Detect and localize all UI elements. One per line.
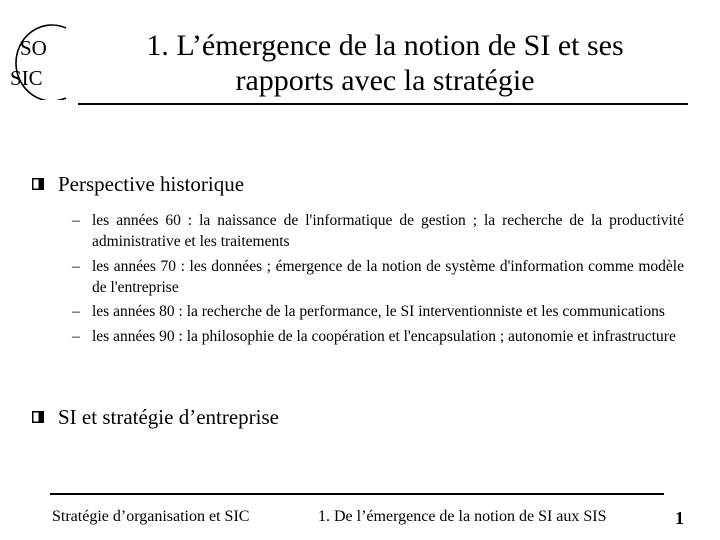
- title-line-2: rapports avec la stratégie: [235, 64, 535, 97]
- list-item: [72, 326, 684, 347]
- bullet-label: Perspective historique: [58, 172, 245, 196]
- square-bullet-icon: [32, 411, 44, 423]
- logo-line-1: SO: [20, 36, 47, 60]
- dash-bullet-icon: –: [72, 303, 80, 320]
- bullet-perspective-historique: [32, 172, 244, 196]
- list-item-text: les années 90 : la philosophie de la coopération et l'encapsulation ; autonomie et infrastructure: [92, 327, 676, 345]
- bullet-si-strategie: [32, 405, 279, 429]
- list-item: [72, 256, 684, 298]
- dash-bullet-icon: –: [72, 327, 80, 345]
- list-item: [72, 210, 684, 252]
- decade-list: [72, 210, 684, 350]
- list-item-text: les années 80 : la recherche de la performance, le SI interventionniste et les communications: [92, 303, 665, 320]
- logo: [0, 20, 80, 100]
- dash-bullet-icon: –: [72, 212, 80, 229]
- list-item-text: les années 60 : la naissance de l'informatique de gestion ; la recherche de la productivité administrative et les traitements: [92, 212, 684, 250]
- footer-left: Stratégie d’organisation et SIC: [52, 508, 250, 525]
- title-line-1: 1. L’émergence de la notion de SI et ses: [146, 29, 624, 62]
- page-title: [80, 28, 690, 98]
- footer-right: 1. De l’émergence de la notion de SI aux SIS: [318, 508, 607, 525]
- footer-rule: [50, 493, 664, 495]
- logo-line-2: SIC: [10, 66, 43, 90]
- list-item-text: les années 70 : les données ; émergence de la notion de système d'information comme modèle de l'entreprise: [92, 257, 684, 296]
- page-number: 1: [675, 508, 684, 528]
- list-item: [72, 301, 684, 322]
- title-underline: [78, 103, 688, 105]
- dash-bullet-icon: –: [72, 257, 80, 275]
- square-bullet-icon: [32, 178, 44, 190]
- bullet-label: SI et stratégie d’entreprise: [58, 405, 279, 429]
